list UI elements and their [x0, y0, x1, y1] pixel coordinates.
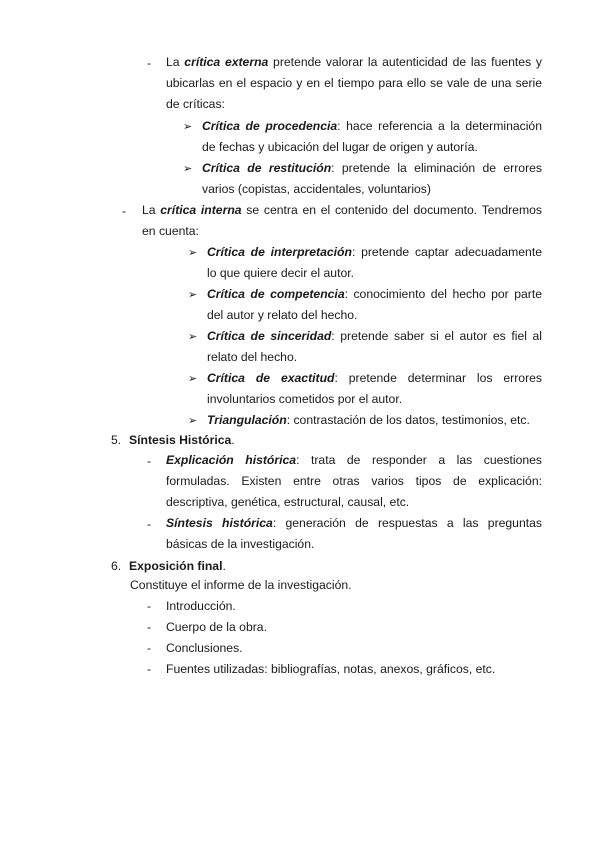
- dash-bullet: -: [147, 599, 152, 613]
- section-6-heading: Exposición final.: [129, 559, 226, 573]
- interna-term: crítica interna: [160, 203, 242, 217]
- section-6-number: 6.: [111, 559, 122, 573]
- externa-term: crítica externa: [184, 55, 269, 69]
- interna-item-exactitud: Crítica de exactitud: pretende determinar los errores involuntarios cometidos por el autor.: [207, 371, 543, 406]
- dash-bullet: -: [147, 662, 152, 676]
- dash-bullet: -: [147, 517, 152, 531]
- arrow-bullet: ➢: [188, 289, 198, 301]
- interna-item-triangulacion: Triangulación: contrastación de los datos, testimonios, etc.: [207, 413, 530, 427]
- externa-item-procedencia: Crítica de procedencia: hace referencia a la determinación de fechas y ubicación del lugar de origen y autoría.: [202, 119, 542, 154]
- interna-item-competencia: Crítica de competencia: conocimiento del hecho por parte del autor y relato del hecho.: [207, 287, 542, 322]
- arrow-bullet: ➢: [188, 373, 198, 385]
- arrow-bullet: ➢: [188, 247, 198, 259]
- section-5-item-explicacion: Explicación histórica: trata de responder a las cuestiones formuladas. Existen entre otras varios tipos de explicación: descriptiva, genética, estructural, causal, etc.: [166, 453, 543, 509]
- section-6-item: Cuerpo de la obra.: [166, 620, 267, 634]
- interna-paragraph: La crítica interna se centra en el contenido del documento. Tendremos en cuenta:: [142, 203, 542, 238]
- dash-bullet: -: [122, 204, 127, 218]
- section-6-item: Introducción.: [166, 599, 236, 613]
- section-5-heading: Síntesis Histórica.: [129, 433, 235, 447]
- interna-item-interpretacion: Crítica de interpretación: pretende captar adecuadamente lo que quiere decir el autor.: [207, 245, 542, 280]
- dash-bullet: -: [147, 620, 152, 634]
- externa-item-restitucion: Crítica de restitución: pretende la eliminación de errores varios (copistas, accidentales, voluntarios): [202, 161, 542, 196]
- arrow-bullet: ➢: [183, 163, 193, 175]
- section-5-item-sintesis: Síntesis histórica: generación de respuestas a las preguntas básicas de la investigación.: [166, 516, 542, 551]
- interna-item-sinceridad: Crítica de sinceridad: pretende saber si el autor es fiel al relato del hecho.: [207, 329, 542, 364]
- section-6-item: Fuentes utilizadas: bibliografías, notas, anexos, gráficos, etc.: [166, 662, 496, 676]
- dash-bullet: -: [147, 56, 152, 70]
- arrow-bullet: ➢: [188, 331, 198, 343]
- externa-paragraph: La crítica externa pretende valorar la autenticidad de las fuentes y ubicarlas en el espacio y en el tiempo para ello se vale de una serie de críticas:: [166, 55, 542, 111]
- dash-bullet: -: [147, 641, 152, 655]
- section-6-item: Conclusiones.: [166, 641, 243, 655]
- dash-bullet: -: [147, 454, 152, 468]
- section-6-intro: Constituye el informe de la investigación.: [130, 578, 352, 592]
- arrow-bullet: ➢: [188, 415, 198, 427]
- section-5-number: 5.: [111, 433, 122, 447]
- arrow-bullet: ➢: [183, 121, 193, 133]
